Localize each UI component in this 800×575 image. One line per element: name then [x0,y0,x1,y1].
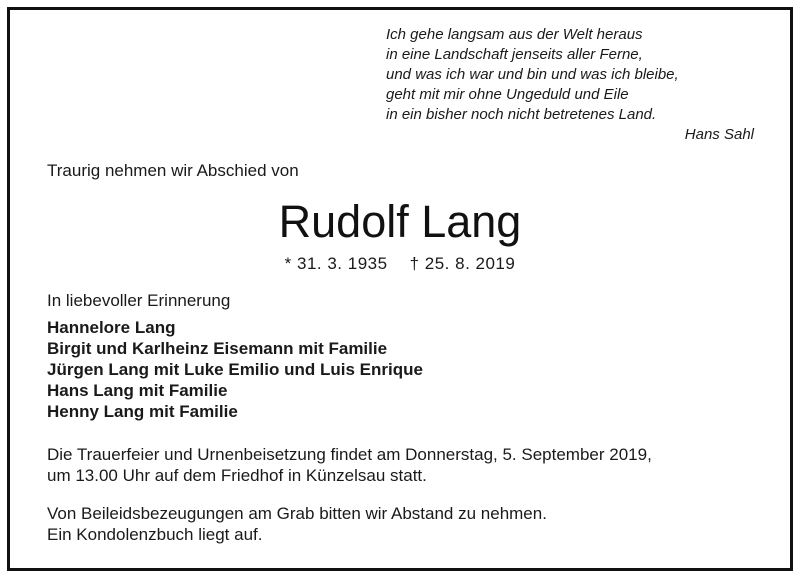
mourner-item: Birgit und Karlheinz Eisemann mit Familie [47,339,388,358]
deceased-name: Rudolf Lang [278,196,522,247]
mourner-item: Hannelore Lang [47,318,176,337]
mourners-list [47,317,423,422]
poem-line: Ich gehe langsam aus der Welt heraus [386,26,643,43]
request-line: Von Beileidsbezeugungen am Grab bitten wir Abstand zu nehmen. [47,504,547,523]
poem-line: und was ich war und bin und was ich bleibe, [386,66,679,83]
ceremony-info [47,444,652,486]
memory-label: In liebevoller Erinnerung [47,291,231,310]
poem-line: geht mit mir ohne Ungeduld und Eile [386,86,629,103]
poem-line: in eine Landschaft jenseits aller Ferne, [386,46,643,63]
life-dates [0,253,800,275]
farewell-intro: Traurig nehmen wir Abschied von [47,161,299,180]
birth-date: * 31. 3. 1935 [284,254,388,273]
ceremony-line: Die Trauerfeier und Urnenbeisetzung findet am Donnerstag, 5. September 2019, [47,445,652,464]
mourner-item: Hans Lang mit Familie [47,381,228,400]
ceremony-line: um 13.00 Uhr auf dem Friedhof in Künzelsau statt. [47,466,427,485]
mourner-item: Jürgen Lang mit Luke Emilio und Luis Enrique [47,360,423,379]
poem-author: Hans Sahl [684,126,754,143]
poem-line: in ein bisher noch nicht betretenes Land. [386,106,657,123]
condolence-request [47,503,547,545]
mourner-item: Henny Lang mit Familie [47,402,238,421]
poem-block [386,25,754,145]
request-line: Ein Kondolenzbuch liegt auf. [47,525,263,544]
death-date: † 25. 8. 2019 [409,254,516,273]
